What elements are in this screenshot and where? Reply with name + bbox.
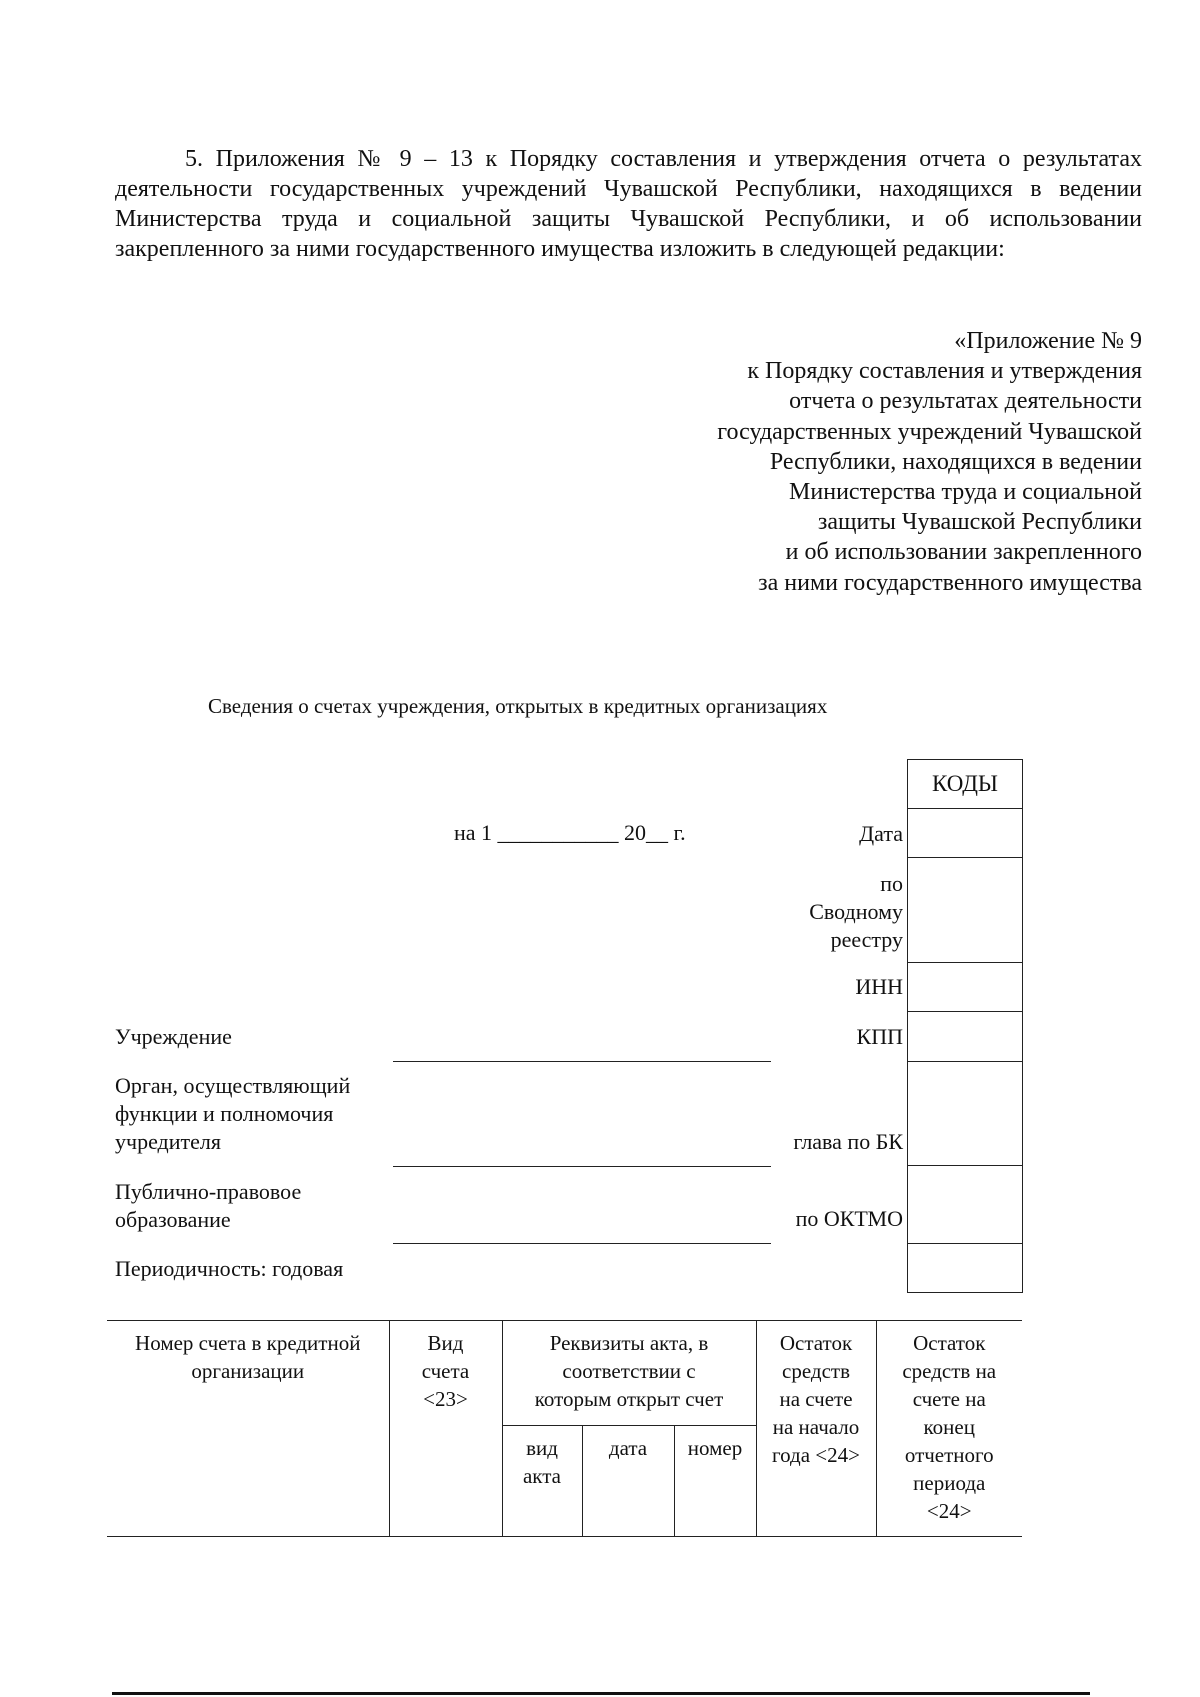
appendix-line: Республики, находящихся в ведении bbox=[769, 448, 1142, 475]
appendix-line: и об использовании закрепленного bbox=[785, 539, 1142, 566]
label-oktmo: по ОКТМО bbox=[795, 1206, 903, 1231]
code-cell-kpp[interactable] bbox=[908, 1012, 1023, 1062]
col-account-type bbox=[389, 1321, 502, 1537]
header-line: счете на bbox=[912, 1387, 986, 1411]
header-line: соответствии с bbox=[562, 1359, 696, 1383]
label-kpp: КПП bbox=[856, 1024, 903, 1049]
founder-fill-line[interactable] bbox=[393, 1166, 771, 1167]
header-line: <23> bbox=[423, 1387, 468, 1411]
header-line: акта bbox=[522, 1464, 561, 1488]
header-line: Остаток bbox=[779, 1331, 853, 1355]
code-cell-periodicity[interactable] bbox=[908, 1244, 1023, 1293]
appendix-line: Министерства труда и социальной bbox=[789, 479, 1142, 506]
col-act-number: номер bbox=[674, 1426, 756, 1537]
header-line: на счете bbox=[779, 1387, 853, 1411]
label-date: Дата bbox=[859, 821, 903, 846]
label-founder-line: функции и полномочия bbox=[115, 1101, 334, 1126]
header-line: на начало bbox=[772, 1415, 860, 1439]
col-balance-end bbox=[876, 1321, 1022, 1537]
header-line: организации bbox=[191, 1359, 305, 1383]
date-prefix: на 1 bbox=[454, 820, 493, 845]
date-line bbox=[454, 820, 686, 846]
label-public-entity bbox=[115, 1178, 301, 1234]
public-entity-fill-line[interactable] bbox=[393, 1243, 771, 1244]
institution-fill-line[interactable] bbox=[393, 1061, 771, 1062]
col-act-type bbox=[502, 1426, 582, 1537]
col-balance-start bbox=[756, 1321, 876, 1537]
accounts-table bbox=[107, 1320, 1022, 1537]
code-cell-registry[interactable] bbox=[908, 858, 1023, 963]
codes-header: КОДЫ bbox=[908, 760, 1023, 809]
header-line: Остаток bbox=[913, 1331, 986, 1355]
header-line: отчетного bbox=[904, 1443, 994, 1467]
label-founder-line: учредителя bbox=[115, 1129, 221, 1154]
label-registry bbox=[809, 870, 903, 954]
header-line: периода bbox=[913, 1471, 986, 1495]
header-line: вид bbox=[526, 1436, 558, 1460]
appendix-line: «Приложение № 9 bbox=[954, 328, 1142, 354]
code-cell-oktmo[interactable] bbox=[908, 1166, 1023, 1244]
code-cell-inn[interactable] bbox=[908, 963, 1023, 1012]
header-line: Номер счета в кредитной bbox=[135, 1331, 361, 1355]
header-line: Реквизиты акта, в bbox=[549, 1331, 709, 1355]
col-act-details bbox=[502, 1321, 756, 1426]
header-line: <24> bbox=[926, 1499, 972, 1523]
col-account-number bbox=[107, 1321, 389, 1537]
label-inn: ИНН bbox=[855, 974, 903, 999]
header-line: средств на bbox=[902, 1359, 997, 1383]
appendix-line: защиты Чувашской Республики bbox=[817, 509, 1142, 536]
label-institution: Учреждение bbox=[115, 1024, 232, 1049]
appendix-line: отчета о результатах деятельности bbox=[789, 388, 1142, 415]
code-cell-chapter-bk[interactable] bbox=[908, 1062, 1023, 1166]
header-line: счета bbox=[421, 1359, 470, 1383]
footer-rule bbox=[112, 1692, 1090, 1695]
header-line: Вид bbox=[427, 1331, 464, 1355]
intro-paragraph: 5. Приложения № 9 – 13 к Порядку составления и утверждения отчета о результатах деятельности государственных учреждений Чувашской Республики, находящихся в ведении Министерства труда и социальной защиты Чувашской Республики, и об использовании закрепленного за ними государственного имущества изложить в следующей редакции: bbox=[115, 146, 1142, 262]
header-line: средств bbox=[782, 1359, 850, 1383]
label-founder bbox=[115, 1072, 350, 1156]
appendix-line: за ними государственного имущества bbox=[758, 569, 1142, 596]
appendix-heading bbox=[622, 326, 1142, 598]
date-suffix: г. bbox=[673, 820, 686, 845]
header-line: которым открыт счет bbox=[534, 1387, 724, 1411]
label-registry-line: по bbox=[880, 871, 903, 896]
label-public-entity-line: образование bbox=[115, 1207, 231, 1232]
col-act-date: дата bbox=[582, 1426, 674, 1537]
header-line: конец bbox=[923, 1415, 975, 1439]
label-chapter-bk: глава по БК bbox=[793, 1129, 903, 1154]
label-periodicity: Периодичность: годовая bbox=[115, 1256, 344, 1281]
codes-table bbox=[907, 759, 1023, 1293]
label-registry-line: реестру bbox=[830, 927, 903, 952]
form-title: Сведения о счетах учреждения, открытых в кредитных организациях bbox=[208, 694, 828, 718]
date-blank: ___________ bbox=[497, 820, 619, 845]
label-public-entity-line: Публично-правовое bbox=[115, 1179, 302, 1204]
code-cell-date[interactable] bbox=[908, 809, 1023, 858]
appendix-line: к Порядку составления и утверждения bbox=[747, 358, 1142, 385]
label-registry-line: Сводному bbox=[809, 899, 903, 924]
date-year: 20__ bbox=[624, 820, 669, 845]
appendix-line: государственных учреждений Чувашской bbox=[717, 418, 1142, 445]
header-line: года <24> bbox=[772, 1443, 860, 1467]
label-founder-line: Орган, осуществляющий bbox=[115, 1073, 351, 1098]
